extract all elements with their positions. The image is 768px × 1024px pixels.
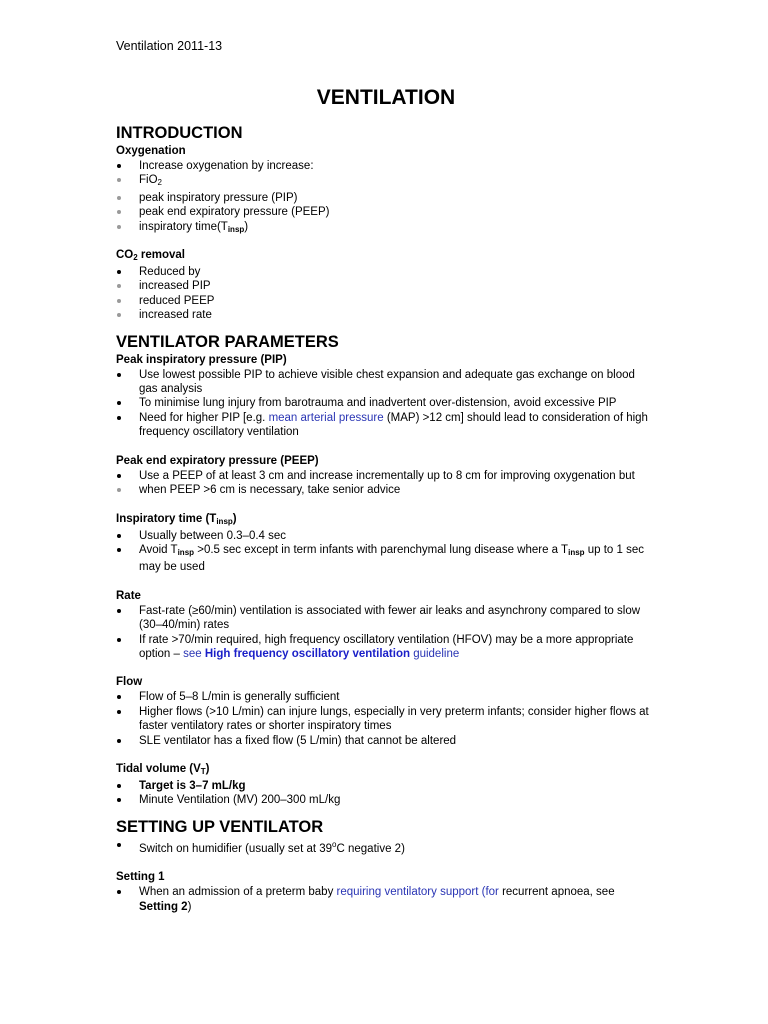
- list-item: inspiratory $time(T_{insp})$: [116, 220, 656, 237]
- list-item: Need for higher PIP [e.g. mean arterial pressure (MAP) >12 cm] should lead to consideration of high frequency oscillatory ventilation: [116, 411, 656, 440]
- document-title: VENTILATION: [316, 86, 456, 109]
- list-item: peak end expiratory pressure (PEEP): [116, 205, 656, 219]
- list-item: FiO2: [116, 173, 656, 190]
- list-item: when PEEP >6 cm is necessary, take senior advice: [116, 483, 656, 497]
- mean-arterial-pressure-link[interactable]: mean arterial pressure: [268, 411, 384, 424]
- subheading-peep: Peak end expiratory pressure (PEEP): [116, 454, 319, 467]
- list-item: SLE ventilator has a fixed flow (5 L/min) that cannot be altered: [116, 734, 656, 748]
- list-item: Usually between 0.3–0.4 sec: [116, 529, 656, 543]
- inspiratory-time-list: [116, 529, 656, 575]
- page-header: Ventilation 2011-13: [116, 39, 223, 53]
- list-item: To minimise lung injury from barotrauma and inadvertent over-distension, avoid excessive PIP: [116, 396, 656, 410]
- list-item: Minute Ventilation (MV) 200–300 mL/kg: [116, 793, 656, 807]
- section-heading-setting-up-ventilator: SETTING UP VENTILATOR: [116, 817, 324, 836]
- oxygenation-list: [116, 159, 656, 237]
- subheading-co2-removal: $CO_2$ removal: [116, 249, 186, 263]
- subheading-rate: Rate: [116, 589, 141, 602]
- hfov-guideline-link[interactable]: High frequency oscillatory ventilation: [204, 647, 410, 660]
- subheading-flow: Flow: [116, 676, 143, 689]
- list-item: reduced PEEP: [116, 294, 656, 308]
- document-page: [116, 38, 656, 914]
- list-item: Fast-rate (≥60/min) ventilation is associated with fewer air leaks and asynchrony compared to slow (30–40/min) rates: [116, 604, 656, 633]
- rate-list: [116, 604, 656, 662]
- flow-list: [116, 690, 656, 748]
- subheading-inspiratory-time: Inspiratory time $(T_{insp})$: [116, 512, 237, 526]
- list-item: Higher flows (>10 L/min) can injure lungs, especially in very preterm infants; consider higher flows at faster ventilatory rates or shorter inspiratory times: [116, 705, 656, 734]
- list-item: Use a PEEP of at least 3 cm and increase incrementally up to 8 cm for improving oxygenation but: [116, 469, 656, 483]
- list-item: increased PIP: [116, 279, 656, 293]
- section-heading-introduction: INTRODUCTION: [116, 124, 243, 142]
- tidal-volume-list: [116, 779, 656, 808]
- peep-list: [116, 469, 656, 498]
- list-item: Target is 3–7 mL/kg: [116, 779, 656, 793]
- list-item: When an admission of a preterm baby requiring ventilatory support (for recurrent apnoea, see Setting 2): [116, 885, 656, 914]
- list-item: Avoid $T_{insp} >0.5$ sec except in term infants with parenchymal lung disease where a $T_{insp}$ up to 1 sec may be used: [116, 543, 656, 575]
- subheading-setting-1: Setting 1: [116, 871, 165, 884]
- list-item: Flow of 5–8 L/min is generally sufficient: [116, 690, 656, 704]
- section-heading-ventilator-parameters: VENTILATOR PARAMETERS: [116, 332, 339, 351]
- setup-list: [116, 838, 656, 856]
- subheading-oxygenation: Oxygenation: [116, 145, 186, 157]
- setting-1-list: [116, 885, 656, 914]
- subheading-tidal-volume: Tidal volume $(V_T)$: [116, 762, 210, 776]
- ventilatory-support-link[interactable]: requiring ventilatory support (for: [336, 886, 499, 899]
- list-item: increased rate: [116, 308, 656, 322]
- list-item: Switch on humidifier (usually set at 39$^o$C negative 2): [116, 838, 656, 856]
- list-item: If rate >70/min required, high frequency oscillatory ventilation (HFOV) may be a more appropriate option – see High frequency oscillatory ventilation guideline: [116, 633, 656, 662]
- list-item: Reduced by: [116, 265, 656, 279]
- list-item: Increase oxygenation by increase:: [116, 159, 656, 173]
- pip-list: [116, 368, 656, 440]
- co2-removal-list: [116, 265, 656, 323]
- list-item: Use lowest possible PIP to achieve visible chest expansion and adequate gas exchange on blood gas analysis: [116, 368, 656, 397]
- setting-2-reference: Setting 2: [139, 900, 188, 913]
- list-item: peak inspiratory pressure (PIP): [116, 191, 656, 205]
- subheading-pip: Peak inspiratory pressure (PIP): [116, 353, 287, 366]
